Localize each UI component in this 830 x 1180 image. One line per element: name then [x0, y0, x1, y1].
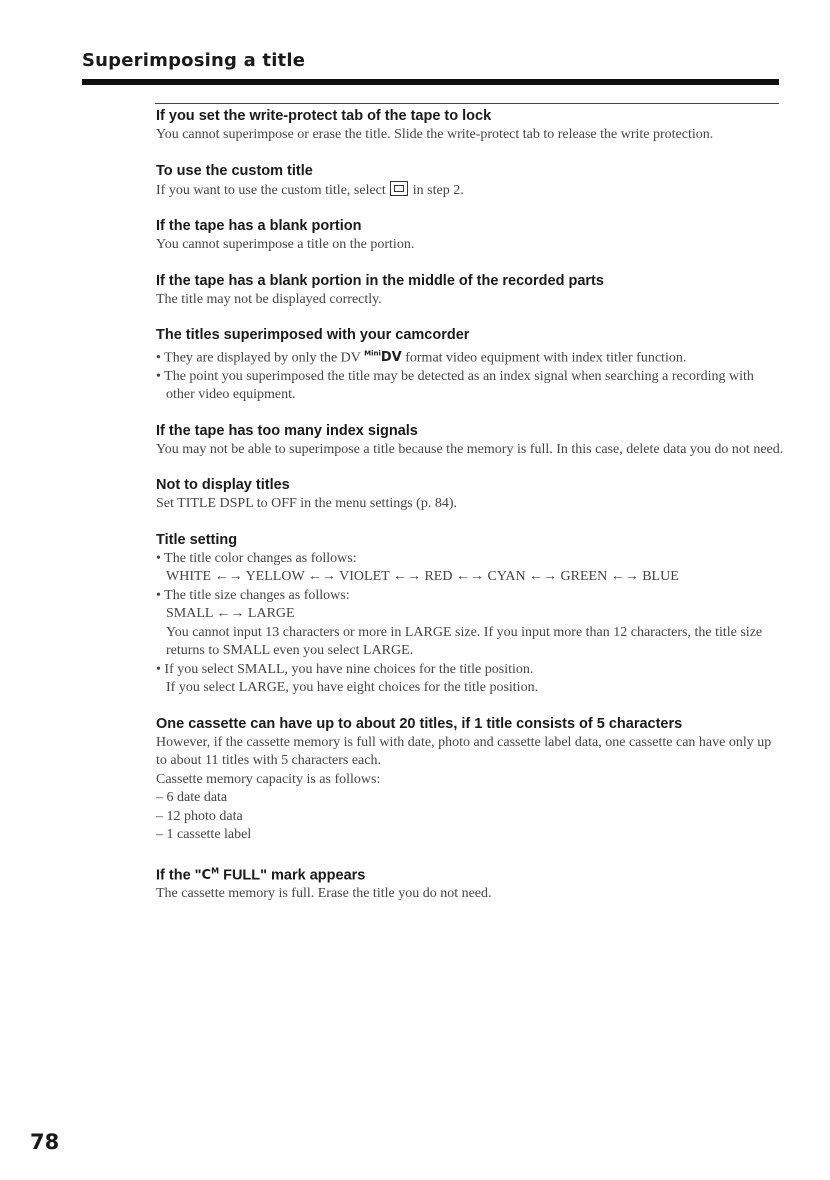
section-cassette-capacity — [156, 715, 784, 845]
size-note: You cannot input 13 characters or more in LARGE size. If you input more than 12 characters, the title size returns to SMALL even you select LARGE. — [166, 624, 763, 659]
section-blank-middle — [156, 272, 784, 310]
paragraph: Set TITLE DSPL to OFF in the menu settings (p. 84). — [156, 496, 457, 512]
section-write-protect — [156, 107, 784, 145]
position-note: If you select LARGE, you have eight choices for the title position. — [166, 680, 539, 696]
section-custom-title — [156, 162, 784, 201]
section-blank-portion — [156, 217, 784, 255]
paragraph: You cannot superimpose a title on the portion. — [156, 237, 415, 252]
bullet: • The point you superimposed the title may be detected as an index signal when searching a recording with other video equipment. — [156, 368, 754, 403]
color-sequence: WHITE ←→ YELLOW ←→ VIOLET ←→ RED ←→ CYAN ←→ GREEN ←→ BLUE — [166, 569, 679, 585]
text: • They are displayed by only the DV — [156, 350, 361, 366]
heading: If the tape has a blank portion in the middle of the recorded parts — [156, 272, 604, 289]
content — [156, 107, 784, 921]
heading: To use the custom title — [156, 162, 313, 179]
page-number: 78 — [30, 1130, 60, 1154]
heading: The titles superimposed with your camcorder — [156, 327, 470, 343]
paragraph: However, if the cassette memory is full with date, photo and cassette label data, one cassette can have only up to about 11 titles with 5 characters each. — [156, 734, 772, 769]
custom-title-icon — [390, 181, 408, 196]
title-rule — [82, 79, 779, 85]
bullet: • The title color changes as follows: — [156, 550, 357, 566]
paragraph: You cannot superimpose or erase the title. Slide the write-protect tab to release the write protection. — [156, 127, 714, 142]
text: If you want to use the custom title, select — [156, 182, 386, 198]
list-item: – 6 date data — [156, 790, 228, 806]
paragraph: Cassette memory capacity is as follows: — [156, 771, 381, 787]
cassette-memory-icon: $C^M$ — [201, 866, 220, 884]
heading: If the "$C^M$ FULL" mark appears — [156, 866, 366, 884]
section-rule — [155, 103, 779, 104]
text: in step 2. — [412, 182, 464, 198]
bullet: • The title size changes as follows: — [156, 587, 350, 603]
heading: If the tape has a blank portion — [156, 218, 362, 234]
bullet: • If you select SMALL, you have nine choices for the title position. — [156, 661, 534, 677]
heading: Title setting — [156, 531, 238, 548]
text: format video equipment with index titler function. — [405, 350, 687, 366]
bullet — [156, 345, 784, 368]
section-camcorder-titles — [156, 326, 784, 405]
section-full-mark — [156, 862, 784, 904]
heading: Not to display titles — [156, 477, 290, 494]
paragraph: You may not be able to superimpose a title because the memory is full. In this case, delete data you do not need. — [156, 441, 784, 457]
paragraph: The title may not be displayed correctly. — [156, 291, 382, 307]
heading: One cassette can have up to about 20 titles, if 1 title consists of 5 characters — [156, 715, 683, 732]
minidv-logo-icon: $^{Mini}$DV — [364, 350, 402, 366]
heading: If you set the write-protect tab of the tape to lock — [156, 108, 492, 124]
list-item: – 12 photo data — [156, 808, 243, 824]
paragraph: The cassette memory is full. Erase the title you do not need. — [156, 886, 492, 902]
heading: If the tape has too many index signals — [156, 422, 418, 439]
section-title-setting — [156, 531, 784, 698]
size-sequence: SMALL ←→ LARGE — [166, 606, 295, 622]
paragraph — [156, 181, 784, 201]
list-item: – 1 cassette label — [156, 827, 252, 843]
section-not-display — [156, 476, 784, 514]
section-index-signals — [156, 422, 784, 460]
page-title: Superimposing a title — [82, 50, 306, 71]
